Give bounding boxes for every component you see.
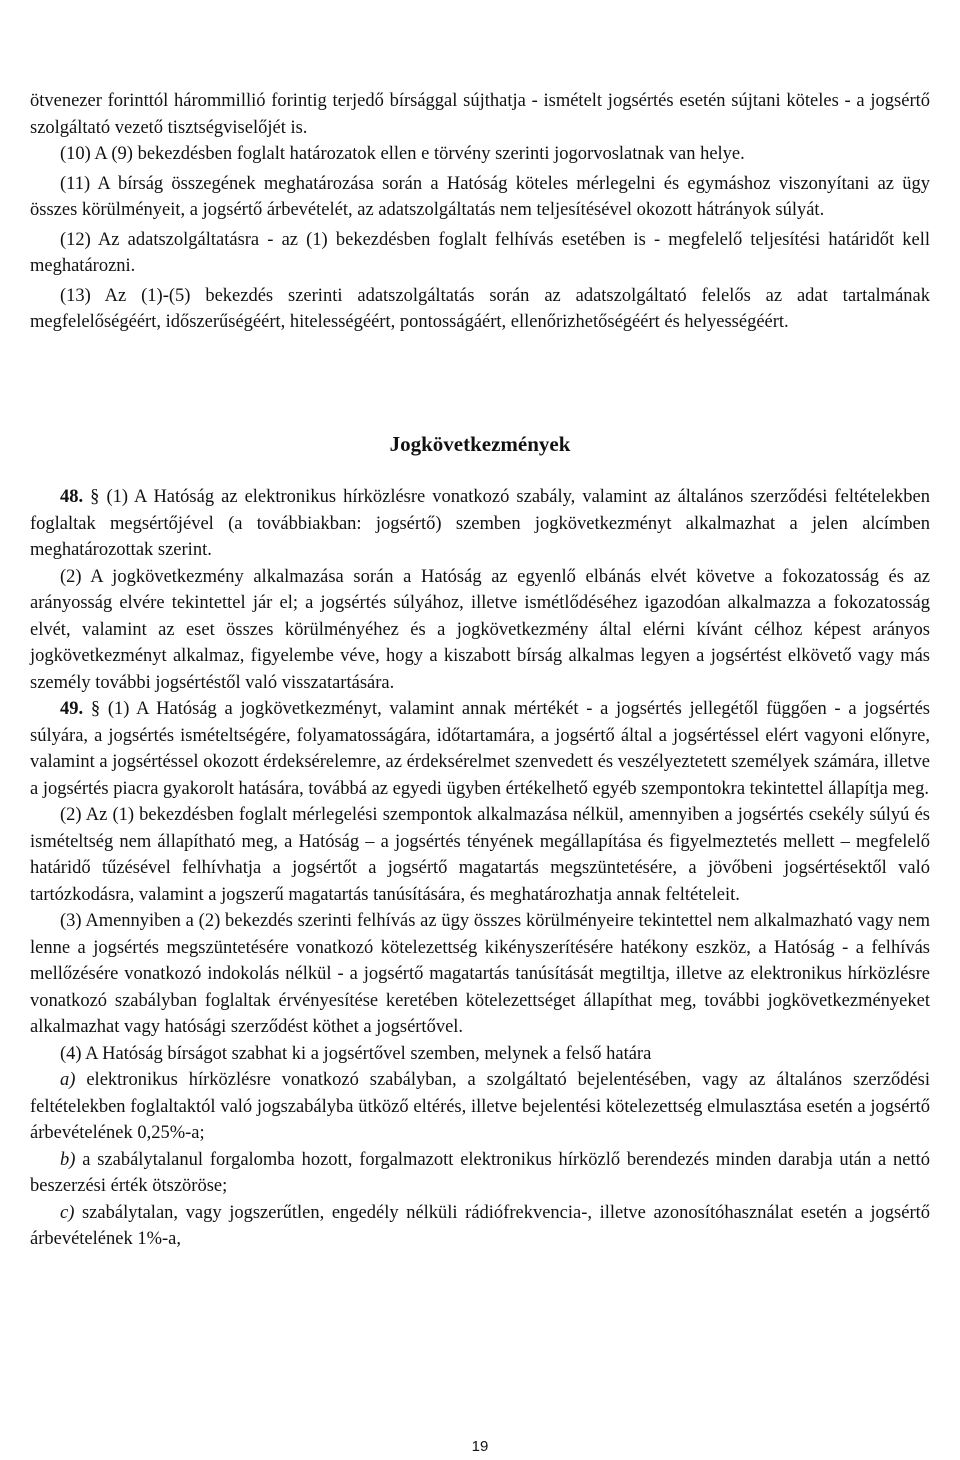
section-49-paragraph-2: (2) Az (1) bekezdésben foglalt mérlegelési szempontok alkalmazása nélkül, amennyiben a jogsértés csekély súlyú és ismételtség nem állapítható meg, a Hatóság – a jogsértés tényének megállapítása és figyelmeztetés mellett – megfelelő határidő tűzésével felhívhatja a jogsértőt a jogsértő magatartás megszüntetésére, a jövőbeni jogsértésektől való tartózkodásra, valamint a jogszerű magatartás tanúsítására, és meghatározhatja annak feltételeit. — [30, 805, 930, 905]
section-49-paragraph-4: (4) A Hatóság bírságot szabhat ki a jogsértővel szemben, melynek a felső határa — [60, 1043, 652, 1064]
list-label-b: b) — [60, 1149, 76, 1170]
list-label-a: a) — [60, 1070, 76, 1090]
text-block-bottom — [30, 484, 930, 1253]
section-number-48: 48. — [60, 487, 84, 507]
list-item-a — [30, 1067, 930, 1147]
paragraph-13: (13) Az (1)-(5) bekezdés szerinti adatszolgáltatás során az adatszolgáltató felelős az adat tartalmának megfelelőségéért, időszerűségéért, hitelességéért, pontosságáért, ellenőrizhetőségéért és helyességéért. — [30, 285, 930, 332]
paragraph-10: (10) A (9) bekezdésben foglalt határozatok ellen e törvény szerinti jogorvoslatnak van helye. — [60, 144, 745, 164]
section-48-paragraph-2: (2) A jogkövetkezmény alkalmazása során a Hatóság az egyenlő elbánás elvét követve a fokozatosság és az arányosság elvére tekintettel jár el; a jogsértés súlyához, illetve ismétlődéséhez igazodóan alkalmazza a fokozatosság elvét, valamint az eset összes körülményéhez és a jogkövetkezmény által elérni kívánt célhoz képest arányos jogkövetkezményt alkalmaz, figyelembe véve, hogy a kiszabott bírság alkalmas legyen a jogsértést elkövető vagy más személy további jogsértéstől való visszatartására. — [30, 566, 930, 693]
section-49-paragraph-1-text: § (1) A Hatóság a jogkövetkezményt, valamint annak mértékét - a jogsértés jellegétől függően - a jogsértés súlyára, a jogsértés ismételtségére, folyamatosságára, időtartamára, a jogsértő által a jogsértéssel elért vagyoni előnyre, valamint a jogsértéssel okozott érdeksérelemre, az érdeksérelmet szenvedett és veszélyeztetett személyek számára, illetve a jogsértés piacra gyakorolt hatására, továbbá az egyedi ügyben értékelhető egyéb szempontokra tekintettel állapítja meg. — [30, 699, 931, 799]
list-item-b — [30, 1147, 930, 1200]
section-49-paragraph-3: (3) Amennyiben a (2) bekezdés szerinti felhívás az ügy összes körülményeire tekintettel nem alkalmazható vagy nem lenne a jogsértés megszüntetésére vonatkozó kötelezettség kikényszerítésére hatékony eszköz, a Hatóság - a felhívás mellőzésére vonatkozó indokolás nélkül - a jogsértő magatartás tanúsítását megtiltja, illetve az elektronikus hírközlésre vonatkozó szabályban foglaltak érvényesítése keretében kötelezettséget állapíthat meg, további jogkövetkezményeket alkalmazhat vagy hatósági szerződést köthet a jogsértővel. — [30, 911, 930, 1037]
list-label-c: c) — [60, 1202, 75, 1223]
paragraph-continued: ötvenezer forinttól hárommillió forintig terjedő bírsággal sújthatja - ismételt jogsértés esetén sújtani köteles - a jogsértő szolgáltató vezető tisztségviselőjét is. — [30, 91, 930, 138]
section-49-paragraph-1 — [30, 696, 930, 802]
section-heading: Jogkövetkezmények — [389, 432, 571, 456]
list-text-a: elektronikus hírközlésre vonatkozó szabályban, a szolgáltató bejelentésében, vagy az általános szerződési feltételekben foglaltaktól való jogszabályba ütköző eltérés, illetve bejelentési kötelezettség elmulasztása esetén a jogsértő árbevételének 0,25%-a; — [30, 1070, 931, 1143]
list-text-b: a szabálytalanul forgalomba hozott, forgalmazott elektronikus hírközlő berendezés minden darabja után a nettó beszerzési érték ötszöröse; — [30, 1149, 930, 1196]
page-number: 19 — [471, 1438, 489, 1455]
list-text-c: szabálytalan, vagy jogszerűtlen, engedély nélküli rádiófrekvencia-, illetve azonosítóhasználat esetén a jogsértő árbevételének 1%-a, — [30, 1202, 931, 1249]
paragraph-11: (11) A bírság összegének meghatározása során a Hatóság köteles mérlegelni és egymáshoz viszonyítani az ügy összes körülményeit, a jogsértő árbevételét, az adatszolgáltatás nem teljesítésével okozott hátrányok súlyát. — [30, 173, 930, 220]
paragraph-12: (12) Az adatszolgáltatásra - az (1) bekezdésben foglalt felhívás esetében is - megfelelő teljesítési határidőt kell meghatározni. — [30, 229, 930, 276]
section-48-paragraph-1 — [30, 484, 930, 564]
text-block-top — [30, 88, 930, 336]
section-number-49: 49. — [60, 699, 84, 719]
list-item-c — [30, 1200, 930, 1253]
section-48-paragraph-1-text: § (1) A Hatóság az elektronikus hírközlésre vonatkozó szabály, valamint az általános szerződési feltételekben foglaltak megsértőjével (a továbbiakban: jogsértő) szemben jogkövetkezményt alkalmazhat a jelen alcímben meghatározottak szerint. — [30, 487, 930, 560]
